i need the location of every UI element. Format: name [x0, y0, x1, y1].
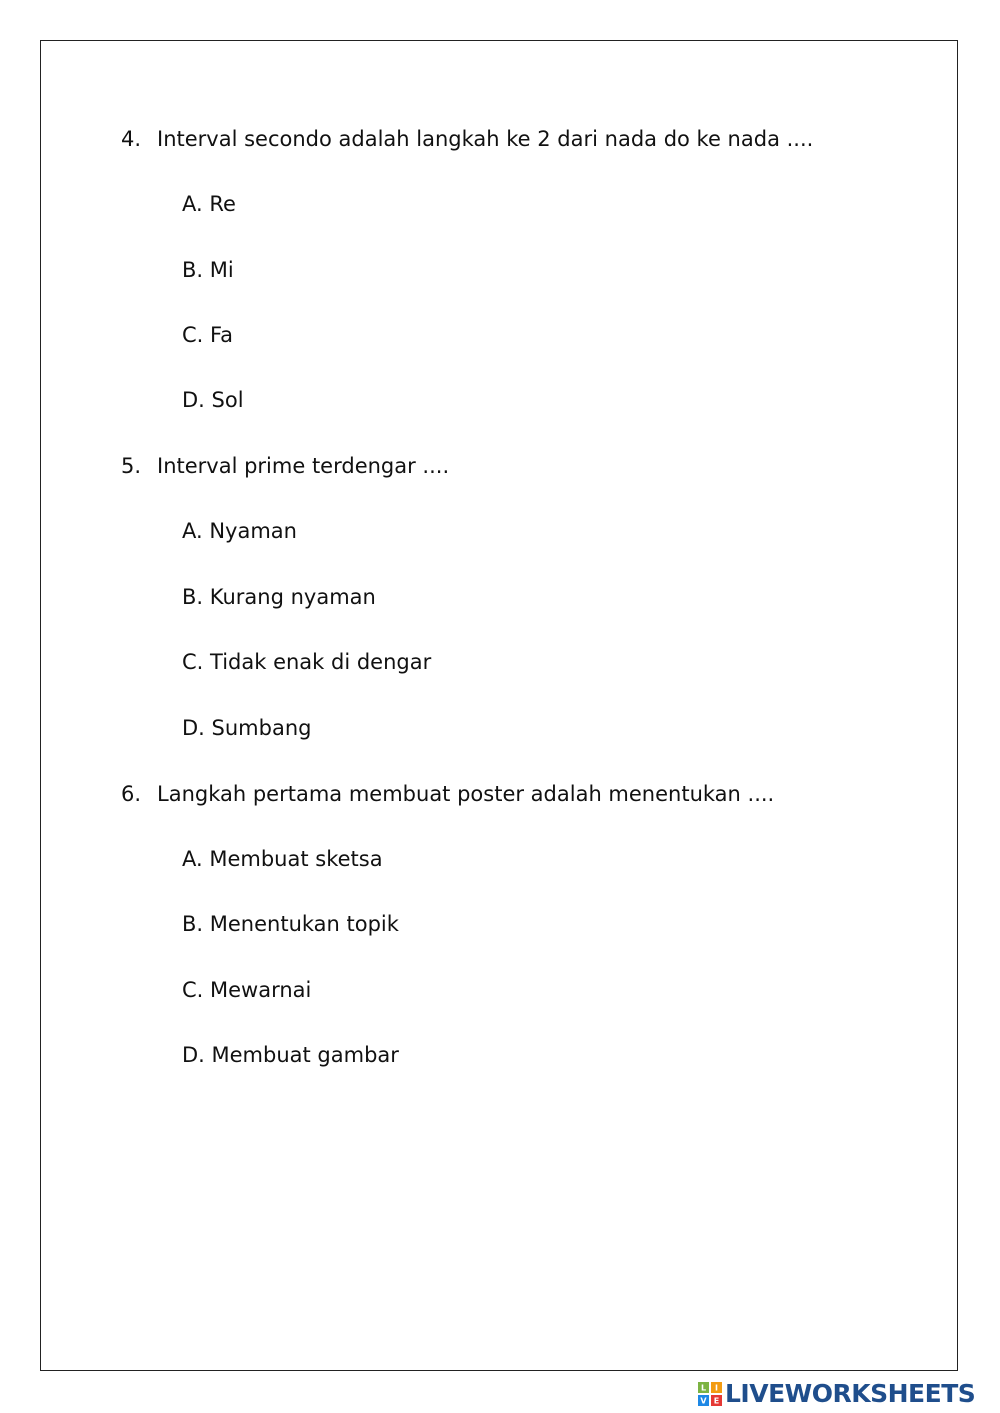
- liveworksheets-brand[interactable]: [698, 1380, 975, 1408]
- question-number: 6.: [121, 782, 142, 806]
- question-text: Interval secondo adalah langkah ke 2 dari nada do ke nada ....: [157, 127, 814, 151]
- question-text: Interval prime terdengar ....: [157, 454, 450, 478]
- question-6-option-a[interactable]: A. Membuat sketsa: [182, 847, 383, 871]
- question-5-option-a[interactable]: A. Nyaman: [182, 519, 297, 543]
- question-5: [121, 452, 449, 480]
- question-5-option-b[interactable]: B. Kurang nyaman: [182, 585, 376, 609]
- question-6-option-c[interactable]: C. Mewarnai: [182, 978, 312, 1002]
- worksheet-page-frame: [40, 40, 958, 1371]
- question-6-option-b[interactable]: B. Menentukan topik: [182, 912, 399, 936]
- question-number: 4.: [121, 127, 142, 151]
- question-6-option-d[interactable]: D. Membuat gambar: [182, 1043, 399, 1067]
- svg-text:I: I: [715, 1383, 718, 1393]
- question-4: [121, 125, 813, 153]
- question-5-option-c[interactable]: C. Tidak enak di dengar: [182, 650, 432, 674]
- question-number: 5.: [121, 454, 142, 478]
- liveworksheets-logo-icon: [698, 1382, 722, 1406]
- brand-name: LIVEWORKSHEETS: [725, 1379, 976, 1408]
- svg-text:L: L: [700, 1383, 707, 1393]
- svg-text:E: E: [713, 1396, 720, 1406]
- question-4-option-d[interactable]: D. Sol: [182, 388, 244, 412]
- question-4-option-c[interactable]: C. Fa: [182, 323, 234, 347]
- question-5-option-d[interactable]: D. Sumbang: [182, 716, 312, 740]
- question-text: Langkah pertama membuat poster adalah menentukan ....: [157, 782, 775, 806]
- svg-text:V: V: [700, 1396, 707, 1406]
- question-6: [121, 780, 774, 808]
- question-4-option-b[interactable]: B. Mi: [182, 258, 234, 282]
- question-4-option-a[interactable]: A. Re: [182, 192, 236, 216]
